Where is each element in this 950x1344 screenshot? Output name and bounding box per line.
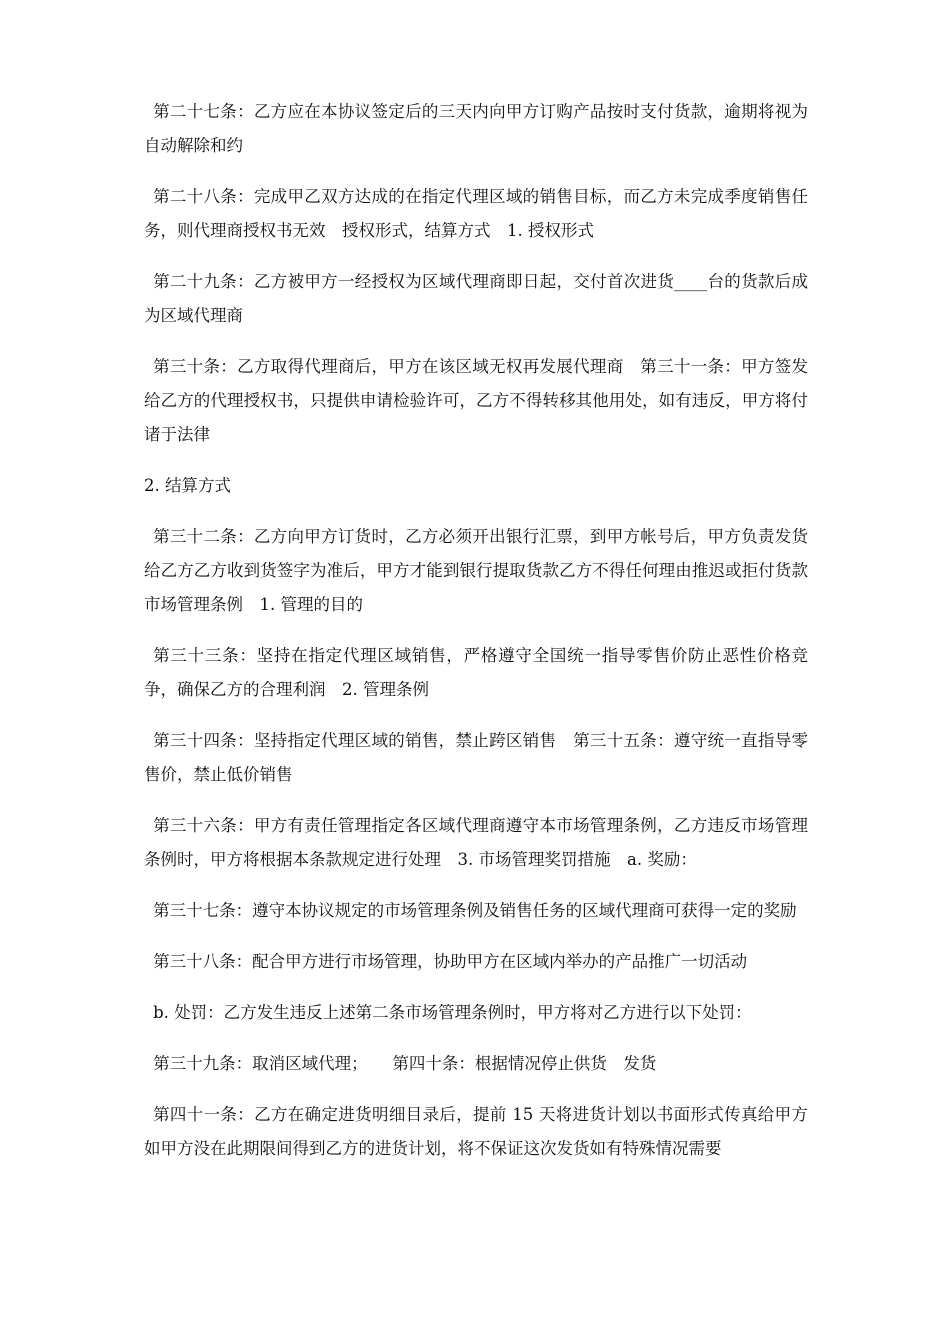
paragraph-article-28: 第二十八条：完成甲乙双方达成的在指定代理区域的销售目标，而乙方未完成季度销售任务，则代理商授权书无效 授权形式，结算方式 1. 授权形式 (144, 187, 808, 240)
paragraph-article-30-31: 第三十条：乙方取得代理商后，甲方在该区域无权再发展代理商 第三十一条：甲方签发给乙方的代理授权书，只提供申请检验许可，乙方不得转移其他用处，如有违反，甲方将付诸于法律 (144, 357, 808, 444)
paragraph-article-36: 第三十六条：甲方有责任管理指定各区域代理商遵守本市场管理条例，乙方违反市场管理条例时，甲方将根据本条款规定进行处理 3. 市场管理奖罚措施 a. 奖励： (144, 816, 808, 869)
paragraph-article-27: 第二十七条：乙方应在本协议签定后的三天内向甲方订购产品按时支付货款，逾期将视为自动解除和约 (144, 102, 808, 155)
paragraph-article-41: 第四十一条：乙方在确定进货明细目录后，提前 15 天将进货计划以书面形式传真给甲方如甲方没在此期限间得到乙方的进货计划，将不保证这次发货如有特殊情况需要 (144, 1105, 808, 1158)
paragraph-article-37: 第三十七条：遵守本协议规定的市场管理条例及销售任务的区域代理商可获得一定的奖励 (153, 901, 797, 920)
paragraph-article-39-40: 第三十九条：取消区域代理； 第四十条：根据情况停止供货 发货 (153, 1054, 657, 1073)
paragraph-penalty-intro: b. 处罚：乙方发生违反上述第二条市场管理条例时，甲方将对乙方进行以下处罚： (153, 1003, 752, 1022)
paragraph-article-33: 第三十三条：坚持在指定代理区域销售，严格遵守全国统一指导零售价防止恶性价格竞争，确保乙方的合理利润 2. 管理条例 (144, 646, 808, 699)
paragraph-article-29: 第二十九条：乙方被甲方一经授权为区域代理商即日起，交付首次进货____台的货款后成为区域代理商 (144, 272, 808, 325)
document-body (144, 95, 825, 1183)
paragraph-article-34-35: 第三十四条：坚持指定代理区域的销售，禁止跨区销售 第三十五条：遵守统一直指导零售价，禁止低价销售 (144, 731, 808, 784)
paragraph-article-38: 第三十八条：配合甲方进行市场管理，协助甲方在区域内举办的产品推广一切活动 (153, 952, 748, 971)
heading-settlement-method: 2. 结算方式 (144, 476, 231, 495)
paragraph-article-32: 第三十二条：乙方向甲方订货时，乙方必须开出银行汇票，到甲方帐号后，甲方负责发货给乙方乙方收到货签字为准后，甲方才能到银行提取货款乙方不得任何理由推迟或拒付货款 市场管理条例 1. 管理的目的 (144, 527, 825, 614)
